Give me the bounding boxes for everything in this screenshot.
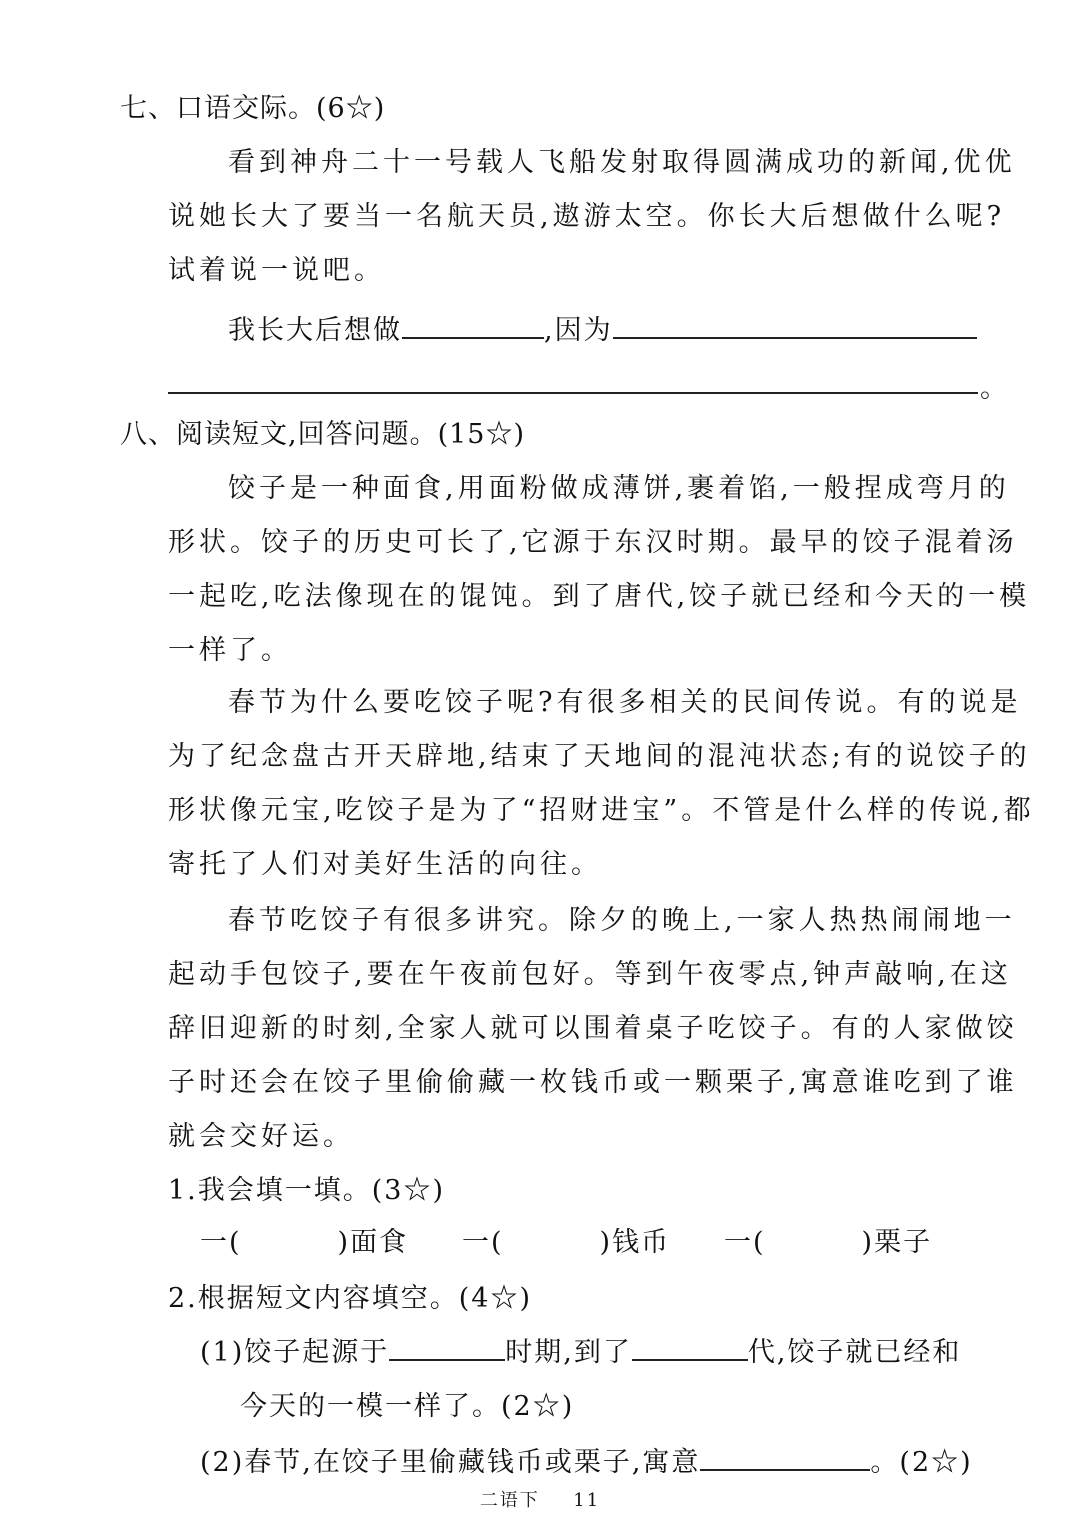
fill-prefix: 我长大后想做 (228, 315, 402, 346)
question-2-title: 2.根据短文内容填空。(4☆) (168, 1283, 533, 1314)
page-number: 11 (573, 1490, 601, 1511)
section-8-heading: 八、阅读短文,回答问题。(15☆) (120, 419, 526, 450)
origin-period-blank[interactable] (389, 1337, 505, 1361)
section-7-heading: 七、口语交际。(6☆) (120, 93, 386, 124)
measure-word-item: 一( )面食 (200, 1227, 409, 1258)
reason-blank-line-2[interactable] (168, 372, 978, 394)
passage-line: 就会交好运。 (168, 1121, 354, 1152)
measure-word-item: 一( )栗子 (724, 1227, 933, 1258)
passage-line: 辞旧迎新的时刻,全家人就可以围着桌子吃饺子。有的人家做饺 (168, 1013, 1018, 1044)
question-2-sub-1-cont: 今天的一模一样了。(2☆) (240, 1391, 575, 1422)
passage-line: 形状像元宝,吃饺子是为了“招财进宝”。不管是什么样的传说,都 (168, 795, 1035, 826)
meaning-blank[interactable] (700, 1447, 870, 1471)
passage-line: 饺子是一种面食,用面粉做成薄饼,裹着馅,一般捏成弯月的 (228, 473, 1010, 504)
passage-line: 一起吃,吃法像现在的馄饨。到了唐代,饺子就已经和今天的一模 (168, 581, 1031, 612)
section-7-fill-sentence (228, 308, 977, 347)
grade-label: 二语下 (479, 1490, 540, 1511)
fill-middle: ,因为 (544, 315, 613, 346)
question-2-sub-2: (2)春节,在饺子里偷藏钱币或栗子,寓意 。(2☆) (200, 1447, 973, 1478)
passage-line: 子时还会在饺子里偷偷藏一枚钱币或一颗栗子,寓意谁吃到了谁 (168, 1067, 1018, 1098)
question-2-sub-1: (1)饺子起源于 时期,到了 代,饺子就已经和 (200, 1337, 962, 1368)
fill-end-mark: 。 (980, 373, 1009, 404)
passage-line: 形状。饺子的历史可长了,它源于东汉时期。最早的饺子混着汤 (168, 527, 1018, 558)
measure-word-item: 一( )钱币 (462, 1227, 671, 1258)
passage-line: 春节为什么要吃饺子呢?有很多相关的民间传说。有的说是 (228, 687, 1022, 718)
section-7-text-line: 看到神舟二十一号载人飞船发射取得圆满成功的新闻,优优 (228, 147, 1016, 178)
section-7-text-line: 说她长大了要当一名航天员,遨游太空。你长大后想做什么呢? (168, 201, 1006, 232)
section-7-text-line: 试着说一说吧。 (168, 255, 385, 286)
passage-line: 春节吃饺子有很多讲究。除夕的晚上,一家人热热闹闹地一 (228, 905, 1016, 936)
passage-line: 起动手包饺子,要在午夜前包好。等到午夜零点,钟声敲响,在这 (168, 959, 1012, 990)
job-blank[interactable] (402, 315, 544, 339)
page-footer (0, 1486, 1080, 1512)
dynasty-blank[interactable] (632, 1337, 748, 1361)
passage-line: 为了纪念盘古开天辟地,结束了天地间的混沌状态;有的说饺子的 (168, 741, 1031, 772)
passage-line: 寄托了人们对美好生活的向往。 (168, 849, 602, 880)
reason-blank[interactable] (613, 315, 977, 339)
question-1-title: 1.我会填一填。(3☆) (168, 1175, 446, 1206)
passage-line: 一样了。 (168, 635, 292, 666)
